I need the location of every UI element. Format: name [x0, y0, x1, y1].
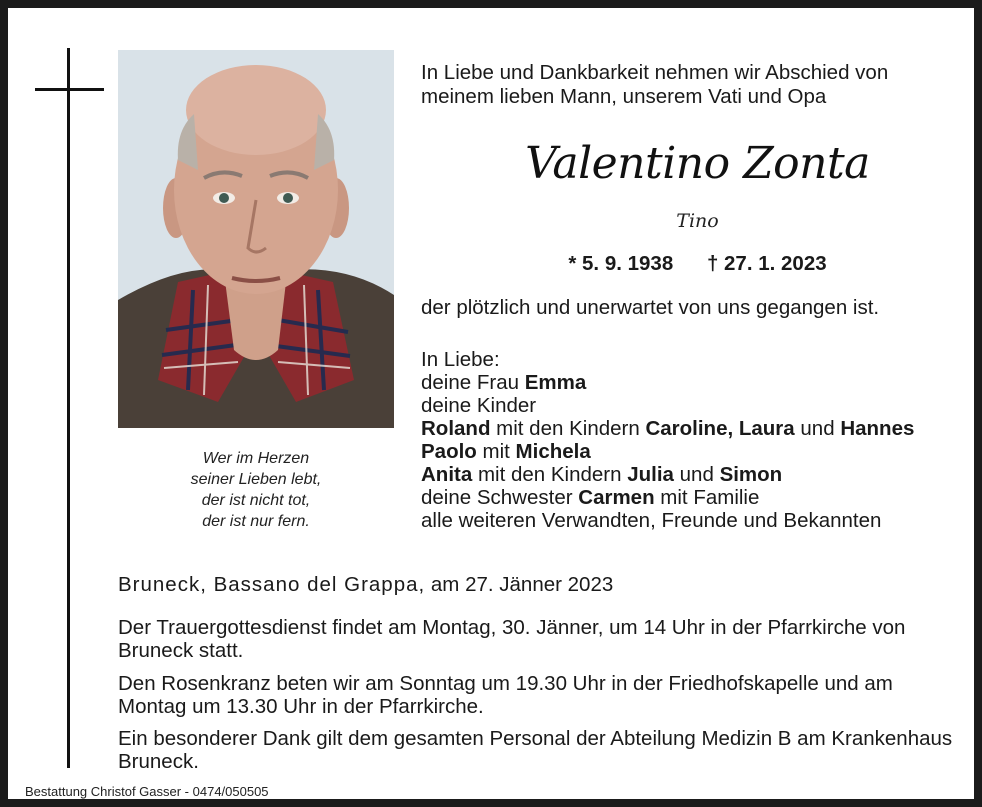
deceased-nickname: Tino [676, 210, 719, 232]
intro-line: meinem lieben Mann, unserem Vati und Opa [421, 85, 827, 108]
mourner-anita: Anita mit den Kindern Julia und Simon [421, 463, 783, 486]
obituary-card [8, 8, 974, 799]
funeral-service-text: Der Trauergottesdienst findet am Montag, 30. Jänner, um 14 Uhr in der Pfarrkirche von Bruneck statt. [118, 616, 906, 662]
mourner-sister: deine Schwester Carmen mit Familie [421, 486, 760, 509]
place-and-date [118, 573, 613, 597]
quote-line: der ist nur fern. [202, 513, 310, 530]
quote-line: Wer im Herzen [202, 450, 310, 467]
mourner-roland: Roland mit den Kindern Caroline, Laura und Hannes [421, 417, 915, 440]
passed-away-text: der plötzlich und unerwartet von uns gegangen ist. [421, 296, 880, 319]
quote-line: der ist nicht tot, [201, 492, 311, 509]
mourner-children-label: deine Kinder [421, 394, 537, 417]
death-date: † 27. 1. 2023 [706, 252, 827, 275]
funeral-home-footer: Bestattung Christof Gasser - 0474/050505 [25, 784, 269, 799]
cross-icon-vertical [67, 48, 70, 768]
portrait-photo [118, 50, 394, 428]
memorial-quote [118, 448, 394, 532]
birth-date: * 5. 9. 1938 [568, 252, 674, 275]
mourner-wife: deine Frau Emma [421, 371, 587, 394]
intro-text [421, 61, 888, 109]
mourners-heading: In Liebe: [421, 348, 500, 371]
thanks-text: Ein besonderer Dank gilt dem gesamten Personal der Abteilung Medizin B am Krankenhaus Bruneck. [118, 727, 953, 773]
cross-icon-horizontal [35, 88, 104, 91]
mourner-paolo: Paolo mit Michela [421, 440, 591, 463]
quote-line: seiner Lieben lebt, [190, 471, 322, 488]
intro-line: In Liebe und Dankbarkeit nehmen wir Abschied von [421, 61, 889, 84]
place-locations: Bruneck, Bassano del Grappa, [118, 573, 426, 596]
mourners-list [421, 348, 914, 532]
mourner-others: alle weiteren Verwandten, Freunde und Bekannten [421, 509, 882, 532]
life-dates [421, 252, 974, 276]
rosary-text: Den Rosenkranz beten wir am Sonntag um 19.30 Uhr in der Friedhofskapelle und am Montag um 13.30 Uhr in der Pfarrkirche. [118, 672, 893, 718]
place-date: am 27. Jänner 2023 [425, 573, 614, 596]
deceased-name: Valentino Zonta [525, 138, 870, 189]
